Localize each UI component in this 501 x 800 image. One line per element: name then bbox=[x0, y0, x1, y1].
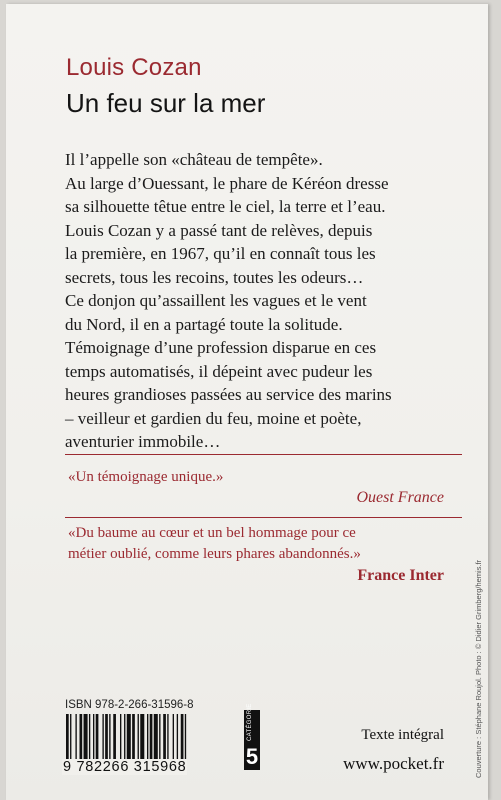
blurb-line: heures grandioses passées au service des marins bbox=[65, 385, 392, 404]
category-number: 5 bbox=[245, 744, 259, 769]
blurb-line: du Nord, il en a partagé toute la solitude. bbox=[65, 314, 343, 334]
press-quote: métier oublié, comme leurs phares abandonnés.» bbox=[68, 546, 361, 562]
publisher-website: www.pocket.fr bbox=[343, 754, 444, 773]
blurb-line: Ce donjon qu’assaillent les vagues et le vent bbox=[65, 291, 367, 310]
quote-source: Ouest France bbox=[356, 489, 444, 506]
blurb bbox=[65, 148, 475, 454]
blurb-line: Au large d’Ouessant, le phare de Kéréon dresse bbox=[65, 173, 389, 193]
divider bbox=[65, 517, 462, 518]
blurb-line: secrets, tous les recoins, toutes les odeurs… bbox=[65, 267, 364, 287]
press-quote: «Du baume au cœur et un bel hommage pour ce bbox=[68, 525, 356, 541]
isbn: ISBN 978-2-266-31596-8 bbox=[65, 699, 194, 711]
blurb-line: – veilleur et gardien du feu, moine et poète, bbox=[65, 408, 362, 428]
quote-source: France Inter bbox=[357, 567, 444, 584]
blurb-line: sa silhouette têtue entre le ciel, la terre et l’eau. bbox=[65, 197, 386, 216]
edition-note: Texte intégral bbox=[361, 727, 444, 743]
blurb-line: temps automatisés, il dépeint avec pudeur les bbox=[65, 361, 373, 381]
blurb-line: aventurier immobile… bbox=[65, 432, 221, 451]
author-name: Louis Cozan bbox=[66, 54, 202, 81]
blurb-line: Il l’appelle son «château de tempête». bbox=[65, 150, 323, 169]
book-back-cover bbox=[6, 4, 488, 800]
divider bbox=[65, 454, 462, 455]
barcode-digits: 9 782266 315968 bbox=[63, 759, 187, 775]
cover-credit: Couverture : Stéphane Roujol. Photo : © Didier Grimberg/hemis.fr bbox=[474, 559, 483, 778]
blurb-line: Louis Cozan y a passé tant de relèves, depuis bbox=[65, 220, 373, 240]
blurb-line: la première, en 1967, qu’il en connaît tous les bbox=[65, 244, 376, 263]
press-quote: «Un témoignage unique.» bbox=[68, 469, 224, 485]
category-label: CATÉGORIE bbox=[247, 703, 253, 741]
book-title: Un feu sur la mer bbox=[66, 88, 266, 118]
blurb-line: Témoignage d’une profession disparue en ces bbox=[65, 338, 377, 357]
